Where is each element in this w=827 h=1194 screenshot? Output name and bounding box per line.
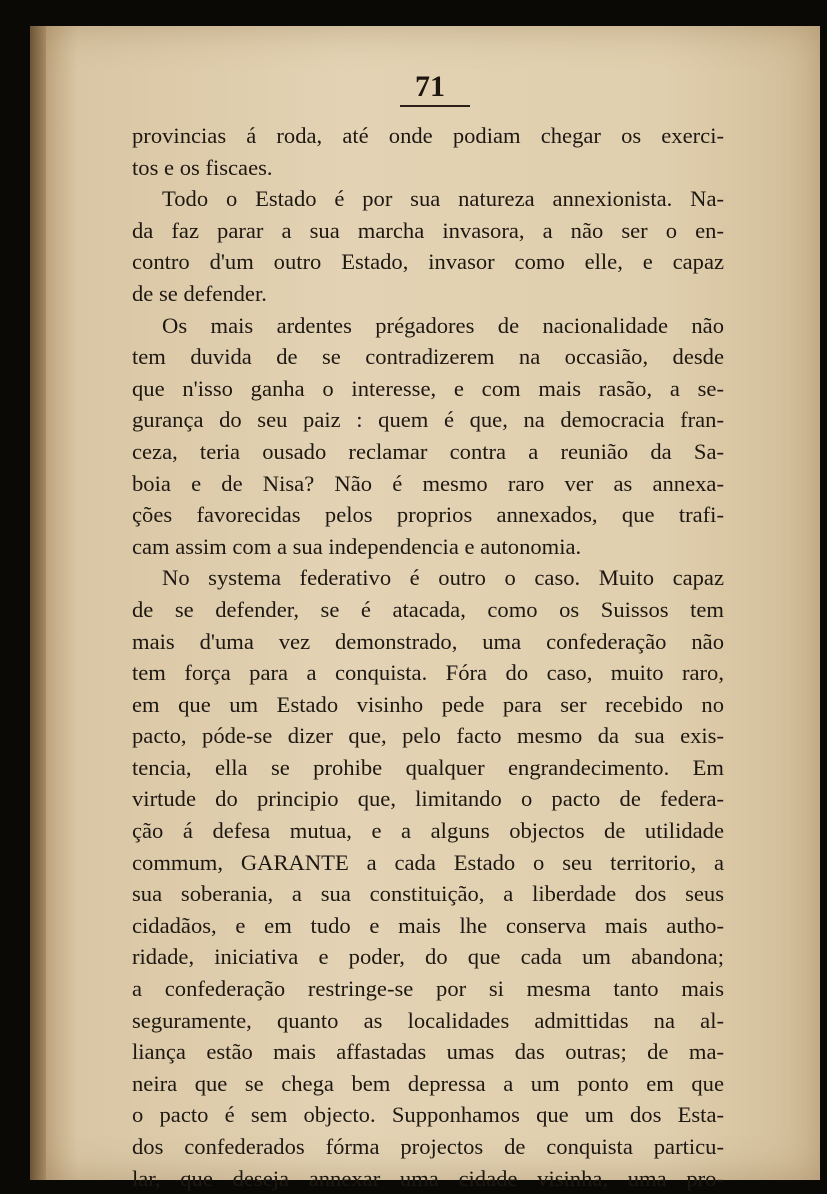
book-spine <box>30 26 46 1180</box>
text-line: provincias á roda, até onde podiam chegar os exerci- <box>132 123 724 148</box>
text-line: tem força para a conquista. Fóra do caso, muito raro, <box>132 660 724 686</box>
text-line: liança estão mais affastadas umas das outras; de ma- <box>132 1039 724 1065</box>
text-line: Os mais ardentes prégadores de nacionalidade não <box>162 312 724 338</box>
text-line: ções favorecidas pelos proprios annexados, que trafi- <box>132 502 724 528</box>
text-line: de se defender, se é atacada, como os Suissos tem <box>132 596 724 622</box>
text-line: ção á defesa mutua, e a alguns objectos de utilidade <box>132 818 724 844</box>
text-line: mais d'uma vez demonstrado, uma confederação não <box>132 628 724 654</box>
text-line: cidadãos, e em tudo e mais lhe conserva mais autho- <box>132 912 724 938</box>
text-line: de se defender. <box>132 280 267 306</box>
text-line: a confederação restringe-se por si mesma tanto mais <box>132 976 724 1002</box>
text-line: virtude do principio que, limitando o pacto de federa- <box>132 786 724 812</box>
text-line: em que um Estado visinho pede para ser recebido no <box>132 691 724 717</box>
text-line: dos confederados fórma projectos de conquista particu- <box>132 1134 724 1159</box>
page-number-rule <box>400 105 470 107</box>
page-number: 71 <box>415 70 445 103</box>
text-line: commum, GARANTE a cada Estado o seu territorio, a <box>132 849 724 875</box>
body-text <box>132 120 724 1194</box>
text-line: gurança do seu paiz : quem é que, na democracia fran- <box>132 407 724 433</box>
text-line: tencia, ella se prohibe qualquer engrandecimento. Em <box>132 754 724 780</box>
text-line: pacto, póde-se dizer que, pelo facto mesmo da sua exis- <box>132 723 724 749</box>
text-line: tos e os fiscaes. <box>132 154 273 180</box>
text-line: ridade, iniciativa e poder, do que cada um abandona; <box>132 944 724 970</box>
text-line: ceza, teria ousado reclamar contra a reunião da Sa- <box>132 438 724 464</box>
text-line: seguramente, quanto as localidades admittidas na al- <box>132 1007 724 1033</box>
text-line: lar, que deseja annexar uma cidade visinha, uma pro- <box>132 1165 724 1191</box>
text-line: sua soberania, a sua constituição, a liberdade dos seus <box>132 881 724 907</box>
text-line: Todo o Estado é por sua natureza annexionista. Na- <box>162 186 724 212</box>
text-line: que n'isso ganha o interesse, e com mais rasão, a se- <box>132 375 724 401</box>
text-line: cam assim com a sua independencia e autonomia. <box>132 533 582 559</box>
text-line: o pacto é sem objecto. Supponhamos que um dos Esta- <box>132 1102 724 1128</box>
text-line: neira que se chega bem depressa a um ponto em que <box>132 1070 724 1096</box>
text-line: No systema federativo é outro o caso. Muito capaz <box>162 565 724 591</box>
text-line: boia e de Nisa? Não é mesmo raro ver as annexa- <box>132 470 724 496</box>
text-line: da faz parar a sua marcha invasora, a não ser o en- <box>132 217 724 243</box>
text-line: tem duvida de se contradizerem na occasião, desde <box>132 344 724 370</box>
text-line: contro d'um outro Estado, invasor como elle, e capaz <box>132 249 724 275</box>
